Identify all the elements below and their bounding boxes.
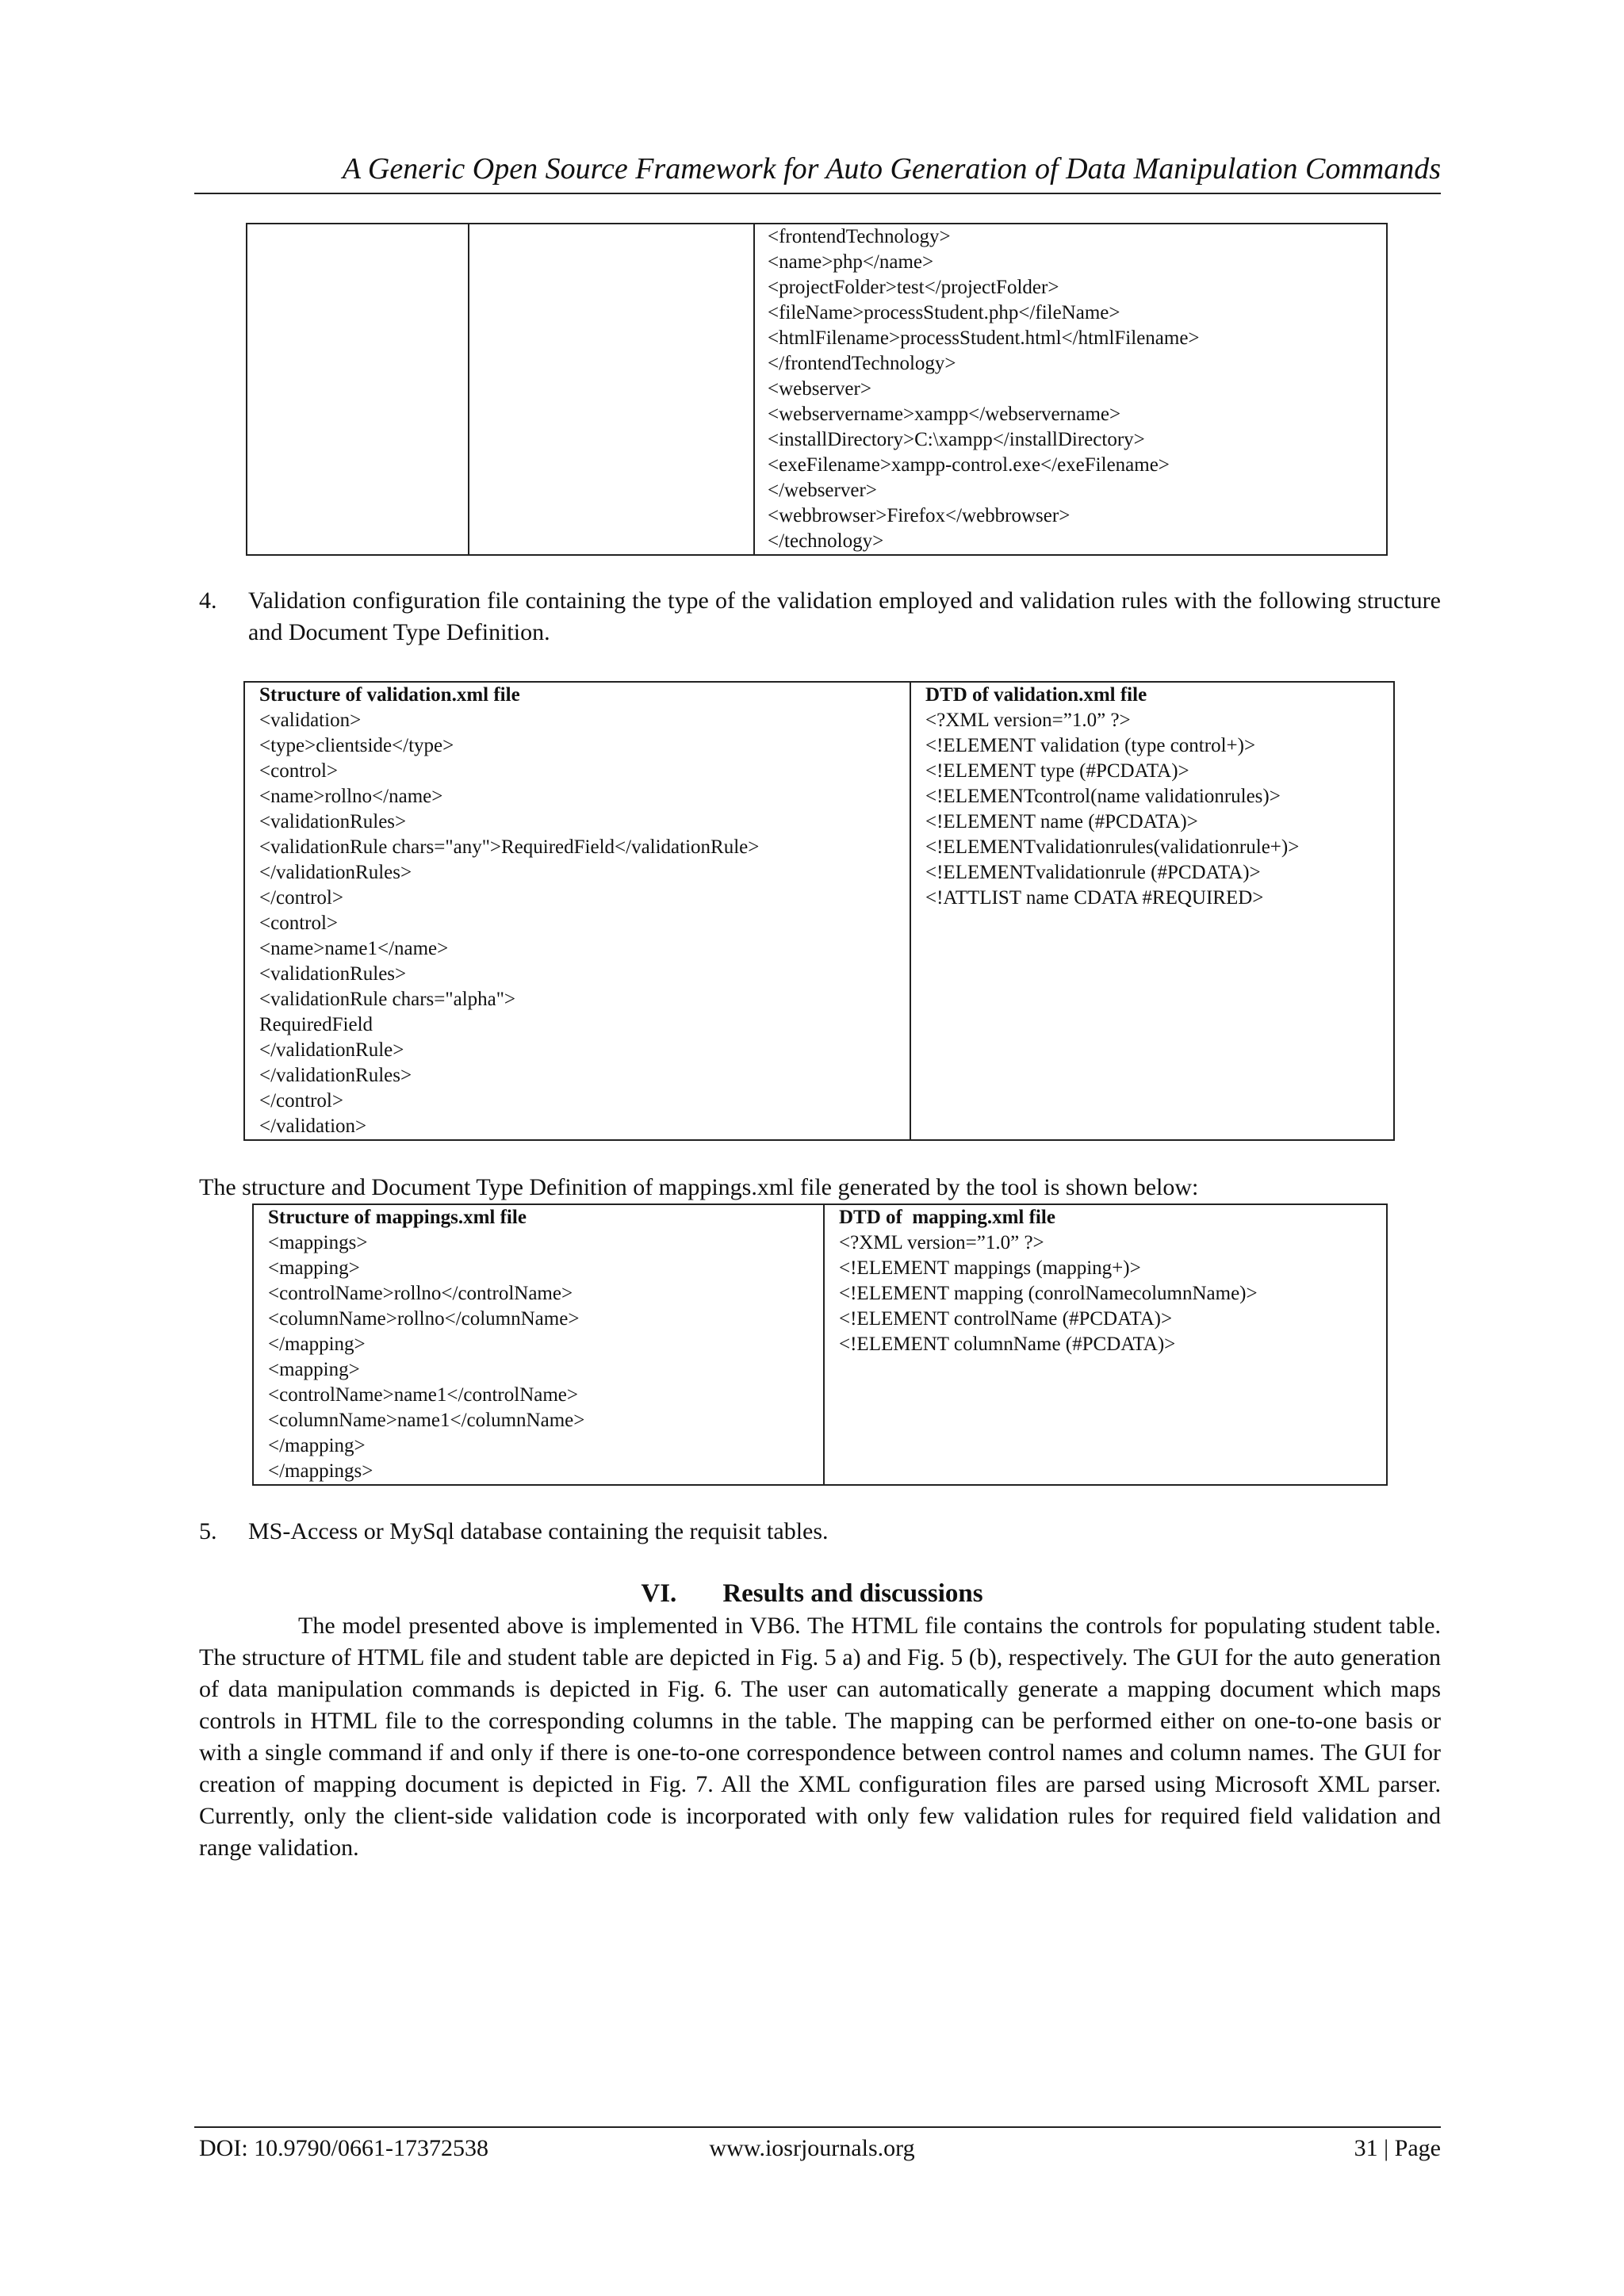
code-line: <name>php</name> [768,251,934,273]
code-line: <columnName>rollno</columnName> [268,1308,580,1330]
code-line: </control> [259,1090,343,1112]
code-line: </validationRule> [259,1039,404,1061]
code-line: <projectFolder>test</projectFolder> [768,277,1059,298]
section-heading [0,1578,1624,1609]
code-line: <columnName>name1</columnName> [268,1410,585,1431]
code-line: <controlName>name1</controlName> [268,1384,578,1406]
code-line: <!ELEMENT validation (type control+)> [925,735,1256,756]
code-line: <fileName>processStudent.php</fileName> [768,302,1120,323]
code-line: RequiredField [259,1014,373,1035]
code-line: <webservername>xampp</webservername> [768,404,1121,425]
code-line: <?XML version=”1.0” ?> [925,710,1131,731]
code-line: </frontendTechnology> [768,353,956,374]
code-line: <mapping> [268,1257,360,1279]
code-line: <control> [259,760,339,782]
header-rule [194,193,1441,194]
code-line: <!ELEMENT mappings (mapping+)> [839,1257,1141,1279]
code-line: <validationRules> [259,811,407,832]
code-line: <mapping> [268,1359,360,1380]
code-line: <!ELEMENTvalidationrules(validationrule+)> [925,836,1300,858]
code-line: </mapping> [268,1334,366,1355]
code-line: </control> [259,887,343,909]
code-line: <!ELEMENT columnName (#PCDATA)> [839,1334,1176,1355]
mappings-dtd-cell [824,1204,1387,1485]
technology-empty-cell-1 [247,224,469,555]
code-line: <frontendTechnology> [768,226,951,247]
code-line: <?XML version=”1.0” ?> [839,1232,1044,1253]
section-number: VI. [641,1579,677,1608]
mappings-intro: The structure and Document Type Definition of mappings.xml file generated by the tool is shown below: [199,1174,1199,1200]
list-item-number: 4. [199,587,217,614]
code-line: <type>clientside</type> [259,735,454,756]
code-line: <htmlFilename>processStudent.html</htmlFilename> [768,327,1200,349]
code-line: </mappings> [268,1460,373,1482]
code-line: <controlName>rollno</controlName> [268,1283,573,1304]
running-header: A Generic Open Source Framework for Auto Generation of Data Manipulation Commands [342,152,1441,186]
code-line: <name>name1</name> [259,938,449,959]
code-line: <validationRule chars="any">RequiredField</validationRule> [259,836,760,858]
list-item-text: Validation configuration file containing the type of the validation employed and validation rules with the following structure and Document Type Definition. [248,587,1441,645]
code-line: <control> [259,913,339,934]
list-item-4 [199,585,1441,649]
code-line: <!ELEMENTvalidationrule (#PCDATA)> [925,862,1261,883]
section-title: Results and discussions [722,1579,983,1608]
mappings-table [252,1203,1388,1486]
validation-structure-cell [244,682,910,1140]
footer-website: www.iosrjournals.org [709,2135,915,2161]
code-line: <mappings> [268,1232,368,1253]
validation-dtd-title: DTD of validation.xml file [925,684,1147,706]
validation-structure-title: Structure of validation.xml file [259,684,520,706]
list-item-number: 5. [199,1518,217,1544]
technology-code-cell [754,224,1387,555]
mappings-structure-title: Structure of mappings.xml file [268,1207,527,1228]
footer-page-number: 31 | Page [1354,2135,1441,2161]
list-item-text: MS-Access or MySql database containing the requisit tables. [248,1518,829,1544]
code-line: </technology> [768,530,884,552]
code-line: <!ATTLIST name CDATA #REQUIRED> [925,887,1264,909]
code-line: <validationRule chars="alpha"> [259,989,516,1010]
code-line: <exeFilename>xampp-control.exe</exeFilename> [768,454,1170,476]
code-line: </validationRules> [259,862,412,883]
mappings-structure-cell [253,1204,824,1485]
code-line: <validationRules> [259,963,407,985]
code-line: <!ELEMENT controlName (#PCDATA)> [839,1308,1173,1330]
list-item-5 [199,1516,1441,1548]
code-line: <!ELEMENT name (#PCDATA)> [925,811,1198,832]
code-line: <webbrowser>Firefox</webbrowser> [768,505,1071,526]
validation-dtd-cell [910,682,1394,1140]
validation-table [243,681,1395,1141]
code-line: <webserver> [768,378,871,400]
mappings-dtd-title: DTD of mapping.xml file [839,1207,1055,1228]
code-line: </validationRules> [259,1065,412,1086]
code-line: <name>rollno</name> [259,786,443,807]
code-line: </mapping> [268,1435,366,1456]
footer-doi: DOI: 10.9790/0661-17372538 [199,2135,488,2161]
footer-rule [194,2126,1441,2128]
code-line: <installDirectory>C:\xampp</installDirectory> [768,429,1145,450]
technology-table [246,223,1388,556]
code-line: </webserver> [768,480,877,501]
code-line: <!ELEMENT type (#PCDATA)> [925,760,1189,782]
body-paragraph: The model presented above is implemented in VB6. The HTML file contains the controls for populating student table. The structure of HTML file and student table are depicted in Fig. 5 a) and Fig. 5 (b), respectively. The GUI for the auto generation of data manipulation commands is depicted in Fig. 6. The user can automatically generate a mapping document which maps controls in HTML file to the corresponding columns in the table. The mapping can be performed either on one-to-one basis or with a single command if and only if there is one-to-one correspondence between control names and column names. The GUI for creation of mapping document is depicted in Fig. 7. All the XML configuration files are parsed using Microsoft XML parser. Currently, only the client-side validation code is incorporated with only few validation rules for required field validation and range validation. [199,1613,1441,1861]
code-line: </validation> [259,1115,367,1137]
code-line: <!ELEMENT mapping (conrolNamecolumnName)> [839,1283,1258,1304]
technology-empty-cell-2 [469,224,754,555]
code-line: <!ELEMENTcontrol(name validationrules)> [925,786,1281,807]
code-line: <validation> [259,710,362,731]
